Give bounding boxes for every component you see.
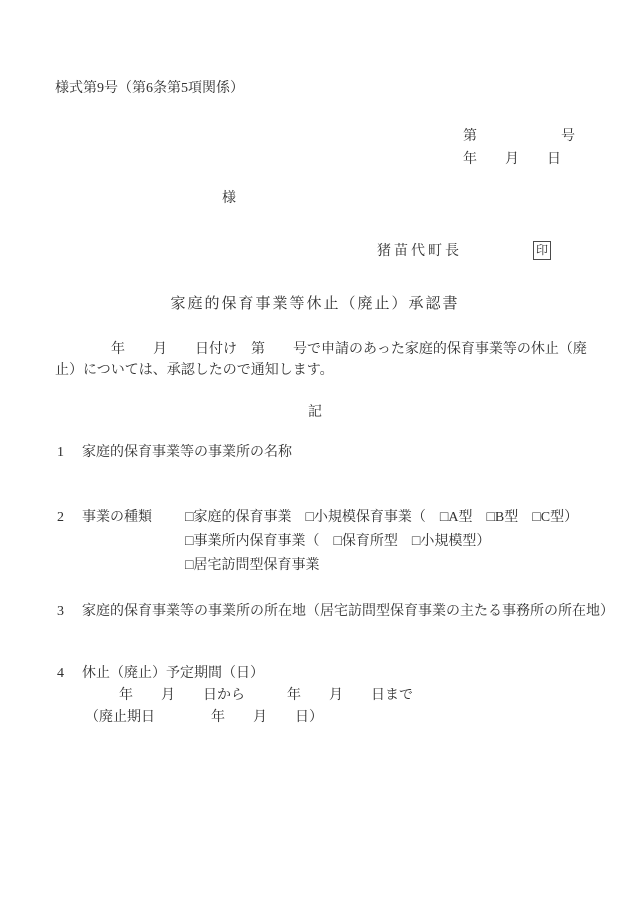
issuer-title: 猪苗代町長 [377,244,462,259]
seal-mark: 印 [533,241,551,260]
body-paragraph-line-1: 年 月 日付け 第 号で申請のあった家庭的保育事業等の休止（廃 [55,342,587,357]
item-2-options-line-2: □事業所内保育事業（ □保育所型 □小規模型） [185,534,491,549]
item-2-options-line-1: □家庭的保育事業 □小規模保育事業（ □A型 □B型 □C型） [185,510,579,525]
item-3-label: 家庭的保育事業等の事業所の所在地（居宅訪問型保育事業の主たる事務所の所在地） [82,604,614,619]
item-1-label: 家庭的保育事業等の事業所の名称 [82,445,292,460]
item-4-heading [57,665,264,682]
form-number: 様式第9号（第6条第5項関係） [55,81,244,96]
item-4-number: 4 [57,666,64,681]
item-4-abolition-date-line: （廃止期日 年 月 日） [85,710,323,725]
addressee-honorific: 様 [222,191,236,206]
item-3-number: 3 [57,604,64,619]
item-2-options-line-3: □居宅訪問型保育事業 [185,558,320,573]
item-4-label: 休止（廃止）予定期間（日） [82,666,264,681]
item-4-period-line: 年 月 日から 年 月 日まで [119,688,413,703]
item-2-label: 事業の種類 [82,510,152,525]
item-1-heading [57,444,292,461]
document-title: 家庭的保育事業等休止（廃止）承認書 [170,296,460,312]
item-2-number: 2 [57,510,64,525]
doc-date-line: 年 月 日 [463,152,561,167]
record-marker: 記 [308,405,322,420]
item-1-number: 1 [57,445,64,460]
doc-number-line: 第 号 [463,129,575,144]
body-paragraph-line-2: 止）については、承認したので通知します。 [55,363,334,378]
item-2-heading [57,509,152,526]
item-3-heading [57,603,614,620]
